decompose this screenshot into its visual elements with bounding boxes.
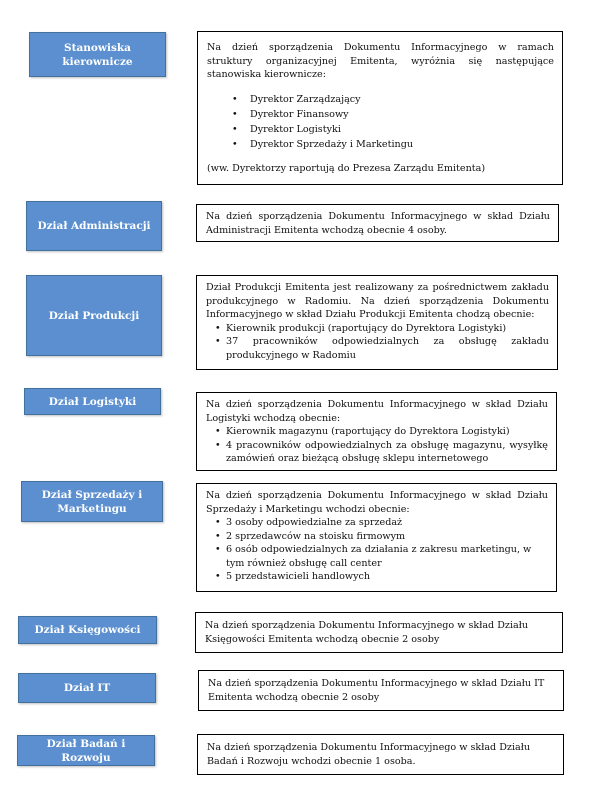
section-box-dzial-it [198, 670, 564, 711]
section-label-dzial-ksiegowosci: Dział Księgowości [18, 616, 157, 644]
list-item: • 5 przedstawicieli handlowych [215, 570, 548, 584]
section-intro: Na dzień sporządzenia Dokumentu Informacyjnego w skład Działu Badań i Rozwoju wchodzi obecnie 1 osoba. [207, 742, 531, 767]
manager-list [223, 92, 554, 152]
section-label-dzial-it: Dział IT [18, 673, 156, 703]
list-item: • Kierownik produkcji (raportujący do Dyrektora Logistyki) [215, 322, 549, 336]
section-intro: Na dzień sporządzenia Dokumentu Informacyjnego w skład Działu Sprzedaży i Marketingu wchodzi obecnie: [206, 490, 548, 515]
list-item: • Dyrektor Zarządzający [232, 92, 554, 107]
section-list [206, 516, 548, 584]
section-list [206, 425, 548, 466]
section-intro: Na dzień sporządzenia Dokumentu Informacyjnego w ramach struktury organizacyjnej Emitenta, wyróżnia się następujące stanowiska kierownicze: [207, 42, 554, 80]
section-label-dzial-badan-i-rozwoju: Dział Badań i Rozwoju [17, 735, 155, 766]
section-box-dzial-logistyki [196, 392, 557, 471]
section-label-dzial-administracji: Dział Administracji [26, 201, 162, 251]
section-intro: Na dzień sporządzenia Dokumentu Informacyjnego w skład Działu Administracji Emitenta wchodzą obecnie 4 osoby. [206, 211, 550, 236]
section-note: (ww. Dyrektorzy raportują do Prezesa Zarządu Emitenta) [207, 162, 486, 174]
list-item: • 2 sprzedawców na stoisku firmowym [215, 530, 548, 544]
section-intro: Na dzień sporządzenia Dokumentu Informacyjnego w skład Działu Księgowości Emitenta wchodzą obecnie 2 osoby [205, 620, 529, 645]
list-item: • Dyrektor Logistyki [232, 122, 554, 137]
list-item: • 3 osoby odpowiedzialne za sprzedaż [215, 516, 548, 530]
section-box-dzial-badan-i-rozwoju [197, 734, 564, 775]
section-label-dzial-produkcji: Dział Produkcji [26, 275, 162, 356]
list-item: • 6 osób odpowiedzialnych za działania z zakresu marketingu, w tym również obsługę call center [215, 543, 548, 570]
list-item: • Dyrektor Finansowy [232, 107, 554, 122]
section-box-dzial-produkcji [196, 275, 558, 370]
list-item: • 4 pracowników odpowiedzialnych za obsługę magazynu, wysyłkę zamówień oraz bieżącą obsługę sklepu internetowego [215, 439, 548, 466]
list-item: • Kierownik magazynu (raportujący do Dyrektora Logistyki) [215, 425, 548, 439]
section-label-stanowiska-kierownicze: Stanowiska kierownicze [29, 32, 166, 77]
list-item: • Dyrektor Sprzedaży i Marketingu [232, 137, 554, 152]
list-item: • 37 pracowników odpowiedzialnych za obsługę zakładu produkcyjnego w Radomiu [215, 335, 549, 362]
section-intro: Na dzień sporządzenia Dokumentu Informacyjnego w skład Działu IT Emitenta wchodzą obecnie 2 osoby [208, 678, 545, 703]
section-intro: Dział Produkcji Emitenta jest realizowany za pośrednictwem zakładu produkcyjnego w Radomiu. Na dzień sporządzenia Dokumentu Informacyjnego w skład Działu Produkcji Emitenta chodzą obecnie: [206, 282, 549, 320]
section-intro: Na dzień sporządzenia Dokumentu Informacyjnego w skład Działu Logistyki wchodzą obecnie: [206, 399, 548, 424]
section-list [206, 322, 549, 363]
section-label-dzial-sprzedazy-i-marketingu: Dział Sprzedaży i Marketingu [21, 481, 163, 522]
section-box-dzial-administracji [196, 204, 559, 242]
section-label-dzial-logistyki: Dział Logistyki [24, 388, 161, 415]
section-box-dzial-sprzedazy-i-marketingu [196, 483, 557, 592]
section-box-dzial-ksiegowosci [195, 612, 563, 653]
section-box-stanowiska-kierownicze [197, 31, 563, 185]
